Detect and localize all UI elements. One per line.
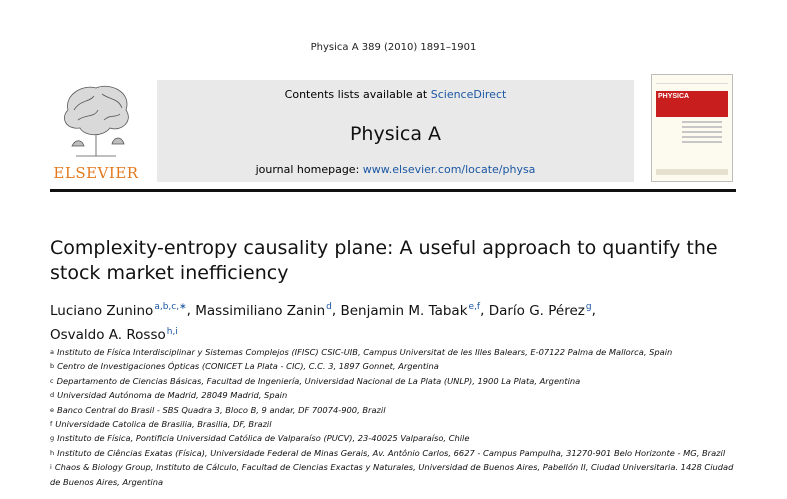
affiliation-item xyxy=(50,388,750,402)
affiliation-text: Departamento de Ciencias Básicas, Facultad de Ingeniería, Universidad Nacional de La Plata (UNLP), 1900 La Plata, Argentina xyxy=(56,375,581,386)
contents-prefix: Contents lists available at xyxy=(284,88,431,101)
author xyxy=(195,303,332,319)
author-separator: , xyxy=(480,302,489,319)
author-separator: , xyxy=(186,302,196,319)
author xyxy=(340,303,480,319)
affiliation-list xyxy=(50,345,750,489)
contents-line xyxy=(157,88,634,101)
affiliation-key: c xyxy=(50,376,54,385)
affiliation-key: e xyxy=(50,405,54,414)
author xyxy=(489,303,592,319)
affiliation-item xyxy=(50,431,750,445)
homepage-link[interactable]: www.elsevier.com/locate/physa xyxy=(362,163,536,176)
homepage-prefix: journal homepage: xyxy=(255,163,363,176)
header-rule xyxy=(50,189,736,192)
author-affiliation-marker[interactable]: d xyxy=(326,302,332,312)
cover-top-strip xyxy=(656,78,728,84)
publisher-logo xyxy=(50,80,142,182)
author-separator: , xyxy=(331,302,341,319)
author xyxy=(50,303,187,319)
affiliation-key: h xyxy=(50,448,55,457)
journal-banner xyxy=(157,80,634,182)
author-separator: , xyxy=(591,302,596,319)
affiliation-key: b xyxy=(50,362,55,371)
affiliation-item xyxy=(50,417,750,431)
sciencedirect-link[interactable]: ScienceDirect xyxy=(430,88,507,101)
author xyxy=(50,327,178,343)
affiliation-text: Chaos & Biology Group, Instituto de Cálculo, Facultad de Ciencias Exactas y Naturales, Universidad de Buenos Aires, Pabellón II, Ciudad Universitaria. 1428 Ciudad de Buenos Aires, Argentina xyxy=(50,462,734,487)
affiliation-item xyxy=(50,374,750,388)
affiliation-item xyxy=(50,345,750,359)
cover-bottom-strip xyxy=(656,169,728,175)
author-name: Benjamin M. Tabak xyxy=(340,302,468,319)
journal-header xyxy=(50,70,736,182)
affiliation-text: Banco Central do Brasil - SBS Quadra 3, Bloco B, 9 andar, DF 70074-900, Brazil xyxy=(57,404,386,415)
homepage-line xyxy=(157,163,634,176)
affiliation-text: Instituto de Física Interdisciplinar y Sistemas Complejos (IFISC) CSIC-UIB, Campus Universitat de les Illes Balears, E-07122 Palma de Mallorca, Spain xyxy=(56,347,673,357)
affiliation-item xyxy=(50,446,750,460)
author-affiliation-marker[interactable]: g xyxy=(585,302,592,312)
affiliation-key: d xyxy=(50,391,55,400)
affiliation-text: Instituto de Física, Pontificia Universidad Católica de Valparaíso (PUCV), 23-40025 Valparaíso, Chile xyxy=(57,433,470,444)
author-affiliation-marker[interactable]: a,b,c,∗ xyxy=(154,302,187,312)
paper-title: Complexity-entropy causality plane: A useful approach to quantify the stock market inefficiency xyxy=(50,237,718,284)
author-affiliation-marker[interactable]: e,f xyxy=(468,302,481,312)
affiliation-item xyxy=(50,460,740,489)
affiliation-key: g xyxy=(50,434,55,443)
author-name: Darío G. Pérez xyxy=(488,302,585,319)
journal-citation: Physica A 389 (2010) 1891–1901 xyxy=(310,42,477,53)
affiliation-item xyxy=(50,403,750,417)
affiliation-text: Universidad Autónoma de Madrid, 28049 Madrid, Spain xyxy=(57,390,288,401)
affiliation-text: Instituto de Ciências Exatas (Física), Universidade Federal de Minas Gerais, Av. Antônio Carlos, 6627 - Campus Pampulha, 31270-901 Belo Horizonte - MG, Brazil xyxy=(57,447,726,458)
author-affiliation-marker[interactable]: h,i xyxy=(166,326,178,337)
cover-title: PHYSICA xyxy=(658,93,690,100)
author-list xyxy=(50,297,750,346)
elsevier-tree-icon xyxy=(54,80,138,158)
author-name: Osvaldo A. Rosso xyxy=(50,327,166,343)
affiliation-key: a xyxy=(50,348,54,356)
cover-band xyxy=(656,91,728,117)
author-name: Luciano Zunino xyxy=(50,302,154,319)
affiliation-key: i xyxy=(50,463,52,472)
author-name: Massimiliano Zanin xyxy=(195,302,326,319)
affiliation-text: Centro de Investigaciones Ópticas (CONICET La Plata - CIC), C.C. 3, 1897 Gonnet, Argentina xyxy=(57,361,439,372)
affiliation-text: Universidade Catolica de Brasilia, Brasilia, DF, Brazil xyxy=(55,419,272,430)
cover-text-lines xyxy=(682,121,722,146)
journal-cover-thumbnail xyxy=(651,74,733,182)
affiliation-key: f xyxy=(50,420,53,429)
affiliation-item xyxy=(50,359,750,373)
journal-title: Physica A xyxy=(349,123,442,145)
publisher-name: ELSEVIER xyxy=(53,164,139,182)
